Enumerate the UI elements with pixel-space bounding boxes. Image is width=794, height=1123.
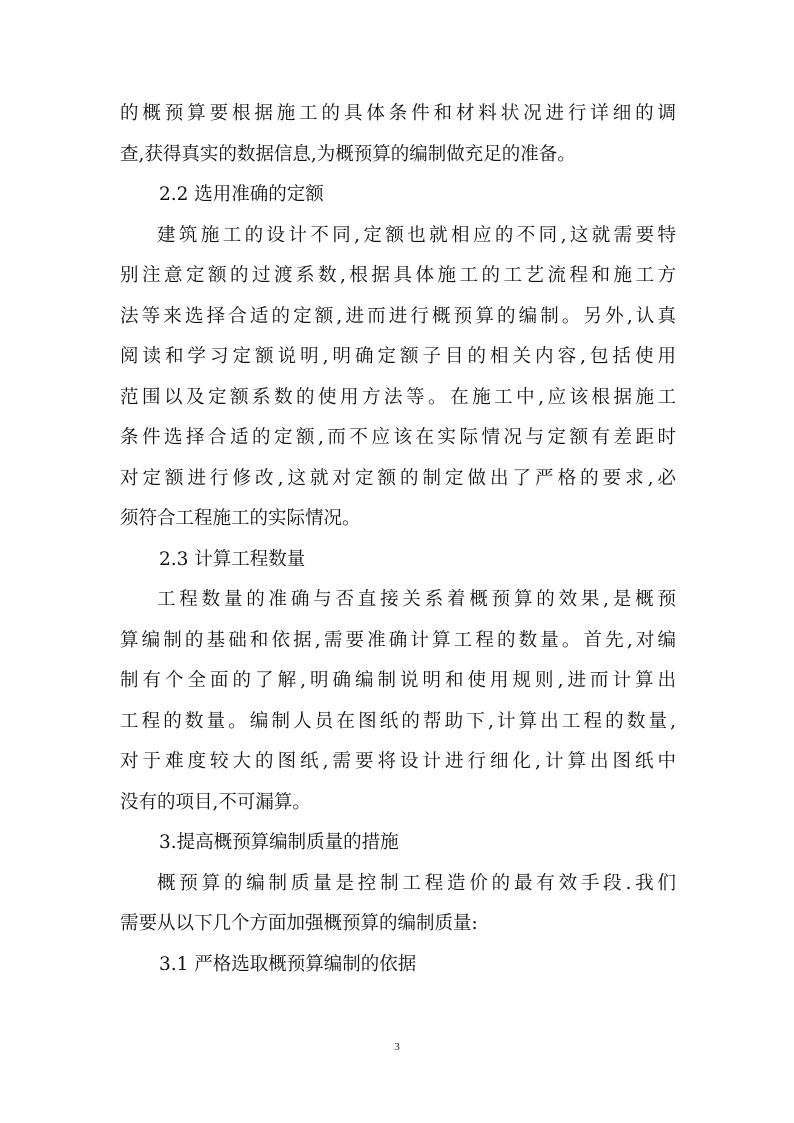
text-line-1: 的概预算要根据施工的具体条件和材料状况进行详细的调 xyxy=(120,103,676,124)
text-line-15: 制有个全面的了解,明确编制说明和使用规则,进而计算出 xyxy=(120,670,676,691)
body-text xyxy=(120,94,676,985)
text-line-21: 需要从以下几个方面加强概预算的编制质量: xyxy=(120,913,478,934)
page-number: 3 xyxy=(394,1041,400,1053)
text-line-7: 阅读和学习定额说明,明确定额子目的相关内容,包括使用 xyxy=(120,346,676,367)
section-heading-2-3: 2.3 计算工程数量 xyxy=(159,548,306,570)
section-heading-2-2: 2.2 选用准确的定额 xyxy=(159,184,324,205)
text-line-14: 算编制的基础和依据,需要准确计算工程的数量。首先,对编 xyxy=(120,629,676,651)
paragraph-start-line: 建筑施工的设计不同,定额也就相应的不同,这就需要特 xyxy=(157,224,676,246)
text-line-16: 工程的数量。编制人员在图纸的帮助下,计算出工程的数量, xyxy=(120,710,676,732)
section-heading-3-1: 3.1 严格选取概预算编制的依据 xyxy=(159,953,417,975)
text-line-8: 范围以及定额系数的使用方法等。在施工中,应该根据施工 xyxy=(120,386,676,408)
text-line-18: 没有的项目,不可漏算。 xyxy=(120,791,311,813)
text-line-6: 法等来选择合适的定额,进而进行概预算的编制。另外,认真 xyxy=(120,305,676,327)
text-line-11: 须符合工程施工的实际情况。 xyxy=(120,508,361,529)
text-line-2: 查,获得真实的数据信息,为概预算的编制做充足的准备。 xyxy=(120,143,576,165)
paragraph-start-line: 工程数量的准确与否直接关系着概预算的效果,是概预 xyxy=(157,589,676,610)
paragraph-start-line: 概预算的编制质量是控制工程造价的最有效手段.我们 xyxy=(157,872,676,894)
text-line-5: 别注意定额的过渡系数,根据具体施工的工艺流程和施工方 xyxy=(120,265,676,286)
text-line-10: 对定额进行修改,这就对定额的制定做出了严格的要求,必 xyxy=(120,467,676,489)
text-line-17: 对于难度较大的图纸,需要将设计进行细化,计算出图纸中 xyxy=(120,751,676,772)
text-line-9: 条件选择合适的定额,而不应该在实际情况与定额有差距时 xyxy=(120,427,676,448)
section-heading-3: 3.提高概预算编制质量的措施 xyxy=(159,832,399,853)
